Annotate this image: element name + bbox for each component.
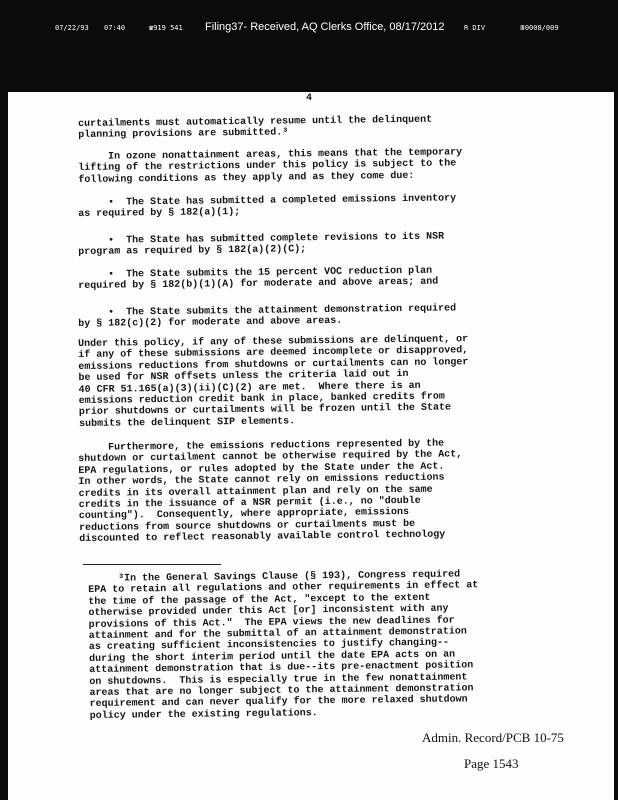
text-line: be used for NSR offsets unless the criteria laid out in — [78, 369, 409, 385]
page-number: 4 — [305, 93, 312, 104]
filing-stamp: Filing37- Received, AQ Clerks Office, 08/17/2012 — [205, 21, 445, 33]
text-line: discounted to reflect reasonably available control technology — [79, 529, 446, 546]
footnote — [88, 568, 550, 722]
text-line: emissions reduction credit bank in place, banked credits from — [78, 391, 445, 408]
text-line: as required by § 182(a)(1); — [78, 207, 241, 221]
fax-scan-border-top — [0, 0, 618, 92]
policy-paragraph — [78, 333, 539, 430]
text-line: 40 CFR 51.165(a)(3)(ii)(C)(2) are met. Where there is an — [78, 380, 421, 396]
text-line: • The State has submitted complete revisions to its NSR — [78, 231, 445, 247]
fax-header — [55, 22, 608, 36]
text-line: the time of the passage of the Act, "except to the extent — [88, 592, 431, 608]
text-line: areas that are no longer subject to the attainment demonstration — [89, 683, 474, 700]
text-line: Under this policy, if any of these submissions are delinquent, or — [78, 334, 469, 350]
text-line: shutdown or curtailment cannot be otherwise required by the Act, — [78, 449, 463, 466]
fax-dept: R DIV — [464, 24, 486, 32]
text-line: Furthermore, the emissions reductions represented by the — [78, 438, 445, 454]
fax-date: 07/22/93 — [55, 24, 89, 32]
text-line: by § 182(c)(2) for moderate and above areas. — [78, 316, 343, 331]
text-line: • The State has submitted a completed emissions inventory — [78, 193, 457, 209]
text-line: during the short interim period until the date EPA acts on an — [88, 649, 456, 665]
text-line: credits in its overall attainment plan and rely on the same — [78, 484, 433, 500]
text-line: provisions of this Act." The EPA views the new deadlines for — [88, 615, 455, 631]
fax-scan-border-left — [0, 0, 8, 800]
bullet-item — [78, 264, 538, 292]
fax-page-code: Ⅲ0008/009 — [520, 24, 559, 32]
text-line: required by § 182(b)(1)(A) for moderate and above areas; and — [78, 277, 439, 293]
text-line: EPA regulations, or rules adopted by the State under the Act. — [78, 461, 445, 477]
text-line: requirement and can never qualify for the more relaxed shutdown — [89, 694, 468, 711]
text-line: lifting of the restrictions under this policy is subject to the — [78, 158, 457, 175]
text-line: policy under the existing regulations. — [89, 708, 318, 722]
text-line: otherwise provided under this Act [or] inconsistent with any — [88, 603, 449, 620]
text-line: In ozone nonattainment areas, this means that the temporary — [78, 147, 463, 163]
bullet-item — [78, 302, 538, 330]
text-line: on shutdowns. This is especially true in the few nonattainment — [89, 672, 468, 688]
furthermore-paragraph — [78, 437, 539, 545]
text-line: • The State submits the attainment demonstration required — [78, 303, 457, 319]
text-line: if any of these submissions are deemed incomplete or disapproved, — [78, 345, 469, 362]
text-line: curtailments must automatically resume until the delinquent — [78, 114, 433, 130]
fax-sender: ☎919 541 — [149, 24, 183, 32]
fax-time: 07:40 — [104, 24, 126, 32]
text-line: credits in the issuance of a NSR permit (i.e., no "double — [78, 495, 421, 512]
text-line: submits the delinquent SIP elements. — [78, 416, 296, 430]
text-line: • The State submits the 15 percent VOC reduction plan — [78, 265, 433, 281]
admin-record-label: Admin. Record/PCB 10-75 — [422, 730, 564, 745]
text-line: following conditions as they apply and as they come due: — [78, 170, 415, 186]
text-line: attainment and for the submittal of an attainment demonstration — [88, 626, 467, 643]
footnote-divider — [83, 564, 221, 565]
text-line: reductions from source shutdowns or curtailments must be — [78, 518, 416, 534]
intro-paragraph — [78, 113, 538, 141]
text-line: In other words, the State cannot rely on emissions reductions — [78, 472, 445, 489]
text-line: as creating sufficient inconsistencies to justify changing-- — [88, 638, 450, 654]
text-line: attainment demonstration that is due--its pre-enactment position — [89, 660, 474, 677]
text-line: emissions reductions from shutdowns or curtailments can no longer — [78, 357, 469, 373]
text-line: program as required by § 182(a)(2)(C); — [78, 244, 307, 259]
text-line: planning provisions are submitted.³ — [78, 127, 289, 142]
text-line: EPA to retain all regulations and other requirements in effect at — [88, 580, 479, 597]
text-line: counting"). Consequently, where appropriate, emissions — [78, 507, 410, 523]
page-label: Page 1543 — [464, 756, 519, 771]
text-line: prior shutdowns or curtailments will be frozen until the State — [78, 402, 452, 419]
ozone-paragraph — [78, 146, 538, 186]
fax-scan-border-right — [614, 0, 618, 800]
text-line: ³In the General Savings Clause (§ 193), Congress required — [88, 569, 461, 585]
bullet-item — [78, 230, 538, 258]
bullet-item — [78, 192, 538, 220]
